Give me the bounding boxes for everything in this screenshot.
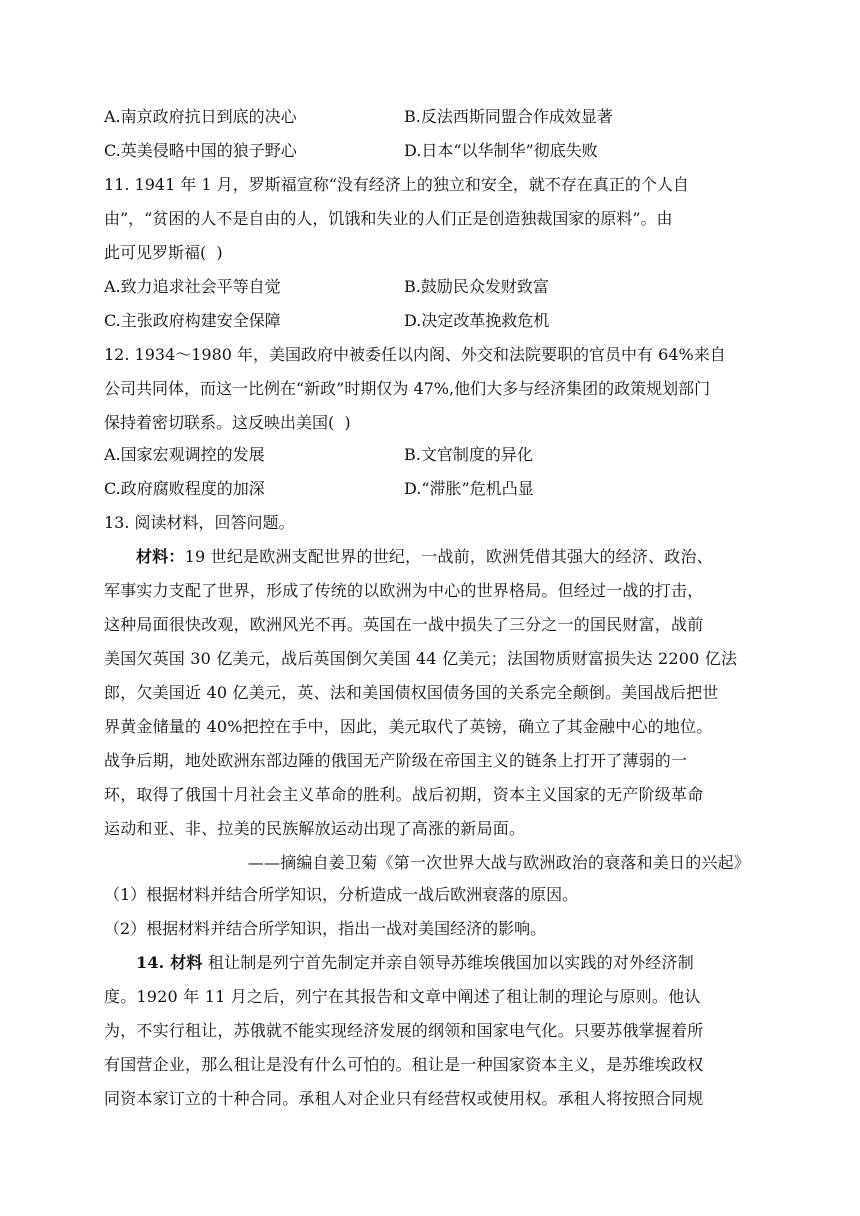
q12-option-c: C.政府腐败程度的加深 bbox=[104, 479, 265, 498]
q11-stem-line: 此可见罗斯福( ) bbox=[104, 243, 223, 262]
q10-option-d: D.日本“以华制华”彻底失败 bbox=[404, 141, 598, 160]
q13-material-text: 19 世纪是欧洲支配世界的世纪，一战前，欧洲凭借其强大的经济、政治、 bbox=[184, 547, 713, 566]
q13-source: ——摘编自姜卫菊《第一次世界大战与欧洲政治的衰落和美日的兴起》 bbox=[247, 853, 750, 872]
q10-option-a: A.南京政府抗日到底的决心 bbox=[104, 107, 297, 126]
q13-material-label: 材料： bbox=[136, 547, 185, 566]
q12-option-b: B.文官制度的异化 bbox=[404, 445, 533, 464]
q14-line: 同资本家订立的十种合同。承租人对企业只有经营权或使用权。承租人将按照合同规 bbox=[104, 1089, 704, 1108]
q14-first-text: 租让制是列宁首先制定并亲自领导苏维埃俄国加以实践的对外经济制 bbox=[202, 953, 694, 972]
q14-label: 14. 材料 bbox=[136, 953, 203, 972]
q13-material-line: 美国欠英国 30 亿美元，战后英国倒欠美国 44 亿美元；法国物质财富损失达 2200 亿法 bbox=[104, 649, 738, 668]
q13-material-line: 郎，欠美国近 40 亿美元，英、法和美国债权国债务国的关系完全颠倒。美国战后把世 bbox=[104, 683, 719, 702]
q12-stem-line: 公司共同体，而这一比例在“新政”时期仅为 47%,他们大多与经济集团的政策规划部门 bbox=[104, 379, 711, 398]
q11-option-a: A.致力追求社会平等自觉 bbox=[104, 277, 281, 296]
q13-intro: 13. 阅读材料，回答问题。 bbox=[104, 513, 295, 532]
q14-first-line bbox=[136, 952, 694, 974]
q13-material-line: 环，取得了俄国十月社会主义革命的胜利。战后初期，资本主义国家的无产阶级革命 bbox=[104, 785, 704, 804]
q11-stem-line: 由”，“贫困的人不是自由的人，饥饿和失业的人们正是创造独裁国家的原料”。由 bbox=[104, 209, 673, 228]
q11-option-c: C.主张政府构建安全保障 bbox=[104, 311, 281, 330]
q10-option-c: C.英美侵略中国的狼子野心 bbox=[104, 141, 297, 160]
q13-material-line: 军事实力支配了世界，形成了传统的以欧洲为中心的世界格局。但经过一战的打击， bbox=[104, 581, 704, 600]
q12-stem-line: 保持着密切联系。这反映出美国( ) bbox=[104, 413, 351, 432]
q11-option-b: B.鼓励民众发财致富 bbox=[404, 277, 549, 296]
q14-line: 度。1920 年 11 月之后，列宁在其报告和文章中阐述了租让制的理论与原则。他认 bbox=[104, 987, 701, 1006]
q10-option-b: B.反法西斯同盟合作成效显著 bbox=[404, 107, 613, 126]
q12-option-d: D.“滞胀”危机凸显 bbox=[404, 479, 534, 498]
q13-sub-question-2: （2）根据材料并结合所学知识，指出一战对美国经济的影响。 bbox=[104, 919, 547, 938]
q13-material-line: 这种局面很快改观，欧洲风光不再。英国在一战中损失了三分之一的国民财富，战前 bbox=[104, 615, 704, 634]
q11-stem-line: 11. 1941 年 1 月，罗斯福宣称“没有经济上的独立和安全，就不存在真正的个人自 bbox=[104, 175, 689, 194]
q13-material-line: 战争后期，地处欧洲东部边陲的俄国无产阶级在帝国主义的链条上打开了薄弱的一 bbox=[104, 751, 688, 770]
q13-material-line: 界黄金储量的 40%把控在手中，因此，美元取代了英镑，确立了其金融中心的地位。 bbox=[104, 717, 713, 736]
q14-line: 为，不实行租让，苏俄就不能实现经济发展的纲领和国家电气化。只要苏俄掌握着所 bbox=[104, 1021, 704, 1040]
q13-material-line bbox=[136, 546, 713, 568]
q14-line: 有国营企业，那么租让是没有什么可怕的。租让是一种国家资本主义，是苏维埃政权 bbox=[104, 1055, 704, 1074]
q12-option-a: A.国家宏观调控的发展 bbox=[104, 445, 265, 464]
q13-material-line: 运动和亚、非、拉美的民族解放运动出现了高涨的新局面。 bbox=[104, 819, 526, 838]
q11-option-d: D.决定改革挽救危机 bbox=[404, 311, 550, 330]
q12-stem-line: 12. 1934～1980 年，美国政府中被委任以内阁、外交和法院要职的官员中有 64%来自 bbox=[104, 345, 726, 364]
q13-sub-question-1: （1）根据材料并结合所学知识，分析造成一战后欧洲衰落的原因。 bbox=[104, 885, 579, 904]
